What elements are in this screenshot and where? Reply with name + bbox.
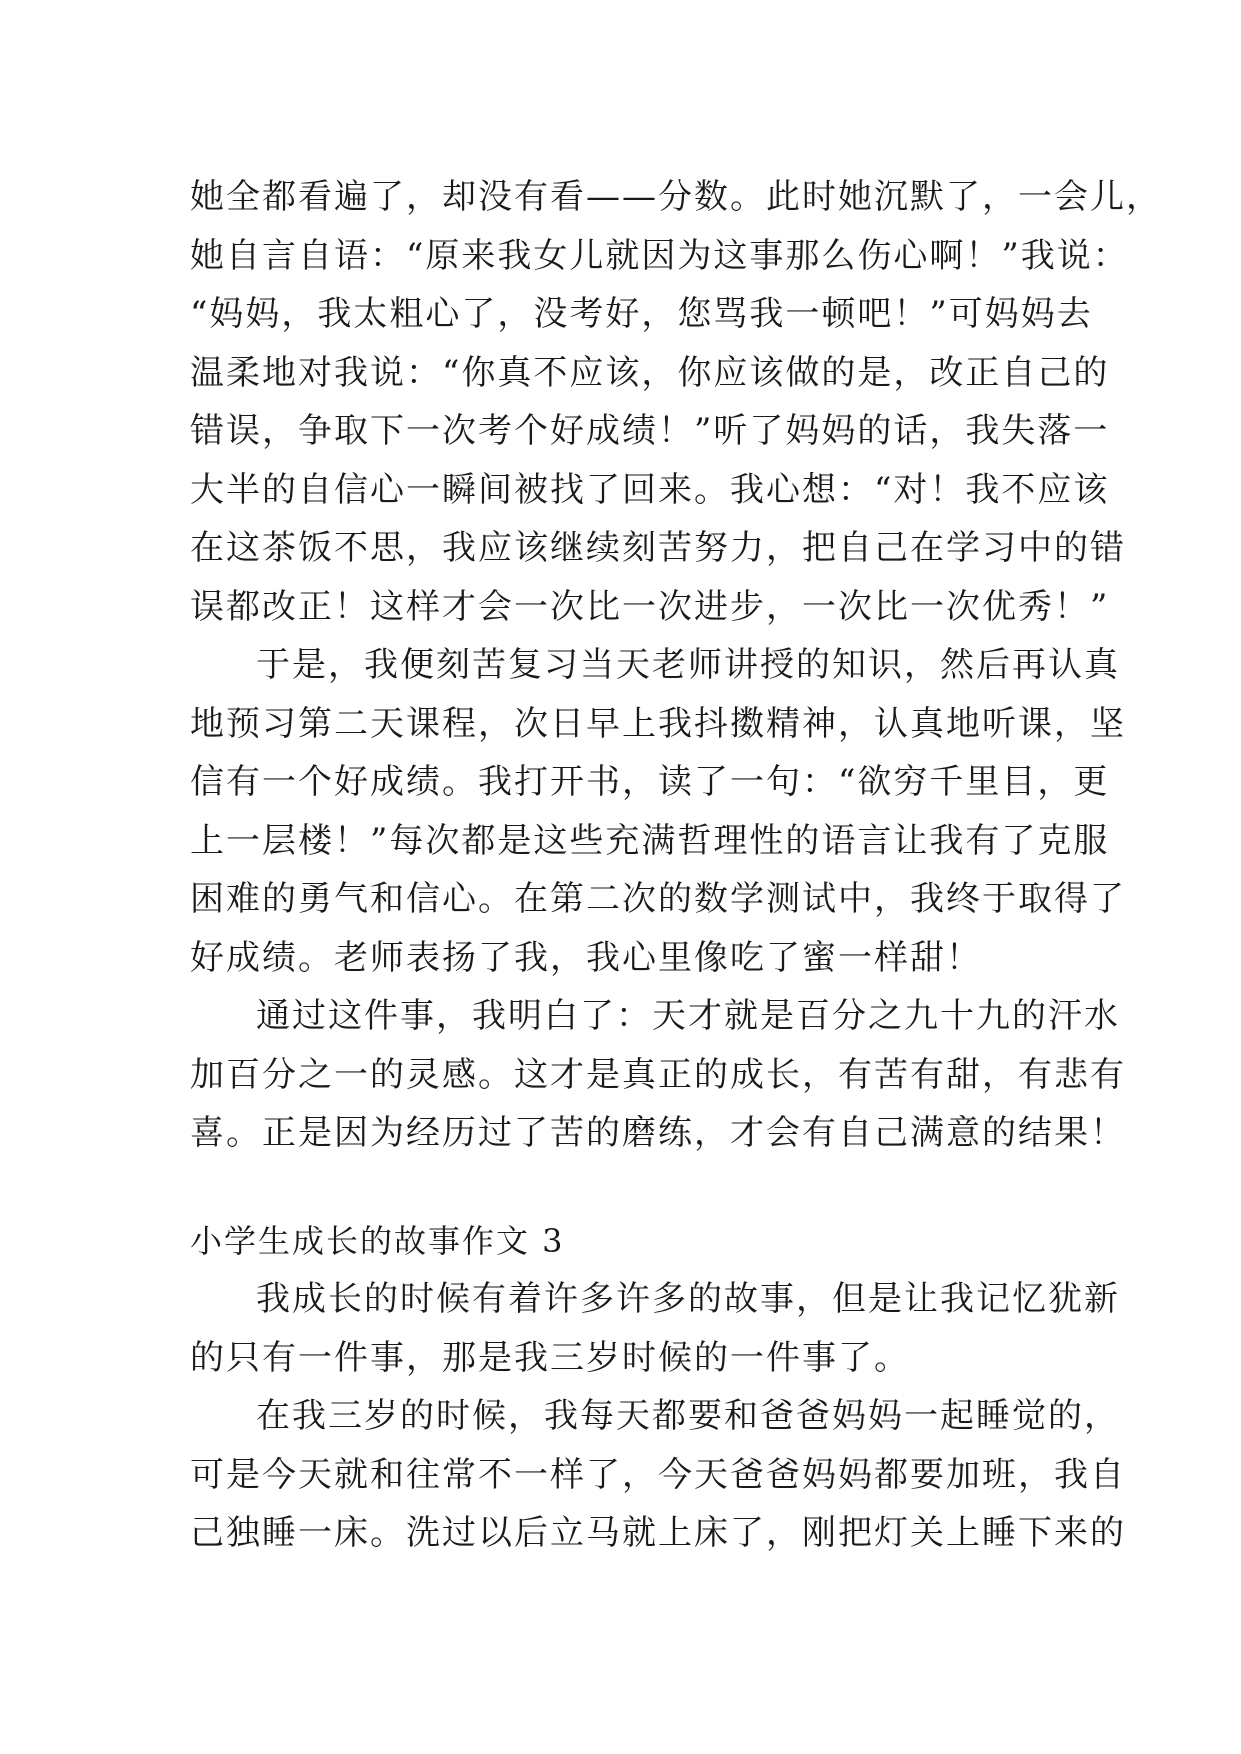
text-line: 在这茶饭不思，我应该继续刻苦努力，把自己在学习中的错 — [190, 528, 1126, 568]
text-line: 误都改正！这样才会一次比一次进步，一次比一次优秀！” — [190, 586, 1110, 627]
paragraph-start-line: 我成长的时候有着许多许多的故事，但是让我记忆犹新 — [256, 1279, 1120, 1319]
text-line: 困难的勇气和信心。在第二次的数学测试中，我终于取得了 — [190, 879, 1126, 919]
text-line: 好成绩。老师表扬了我，我心里像吃了蜜一样甜！ — [190, 937, 982, 978]
text-line: 错误，争取下一次考个好成绩！”听了妈妈的话，我失落一 — [190, 411, 1110, 451]
text-line: 上一层楼！”每次都是这些充满哲理性的语言让我有了克服 — [190, 820, 1110, 861]
section-heading: 小学生成长的故事作文 3 — [190, 1222, 565, 1260]
paragraph-start-line: 在我三岁的时候，我每天都要和爸爸妈妈一起睡觉的， — [256, 1396, 1120, 1436]
text-line: 喜。正是因为经历过了苦的磨练，才会有自己满意的结果！ — [190, 1113, 1126, 1153]
essay-body-top — [190, 168, 1162, 1163]
text-line: 地预习第二天课程，次日早上我抖擞精神，认真地听课，坚 — [190, 703, 1126, 744]
text-line: 己独睡一床。洗过以后立马就上床了，刚把灯关上睡下来的 — [190, 1513, 1126, 1553]
text-line: 的只有一件事，那是我三岁时候的一件事了。 — [190, 1337, 910, 1378]
text-line: 可是今天就和往常不一样了，今天爸爸妈妈都要加班，我自 — [190, 1454, 1126, 1495]
paragraph-start-line: 通过这件事，我明白了：天才就是百分之九十九的汗水 — [256, 996, 1120, 1036]
text-line: “妈妈，我太粗心了，没考好，您骂我一顿吧！”可妈妈去 — [190, 294, 1093, 334]
text-line: 加百分之一的灵感。这才是真正的成长，有苦有甜，有悲有 — [190, 1054, 1126, 1095]
text-line: 温柔地对我说：“你真不应该，你应该做的是，改正自己的 — [190, 352, 1110, 393]
text-line: 信有一个好成绩。我打开书，读了一句：“欲穷千里目，更 — [190, 762, 1110, 802]
paragraph-start-line: 于是，我便刻苦复习当天老师讲授的知识，然后再认真 — [256, 645, 1120, 685]
essay-body-bottom — [190, 1270, 1126, 1563]
text-line: 她自言自语：“原来我女儿就因为这事那么伤心啊！”我说： — [190, 235, 1129, 276]
text-line: 大半的自信心一瞬间被找了回来。我心想：“对！我不应该 — [190, 469, 1110, 510]
text-line: 她全都看遍了，却没有看——分数。此时她沉默了，一会儿， — [190, 177, 1162, 217]
